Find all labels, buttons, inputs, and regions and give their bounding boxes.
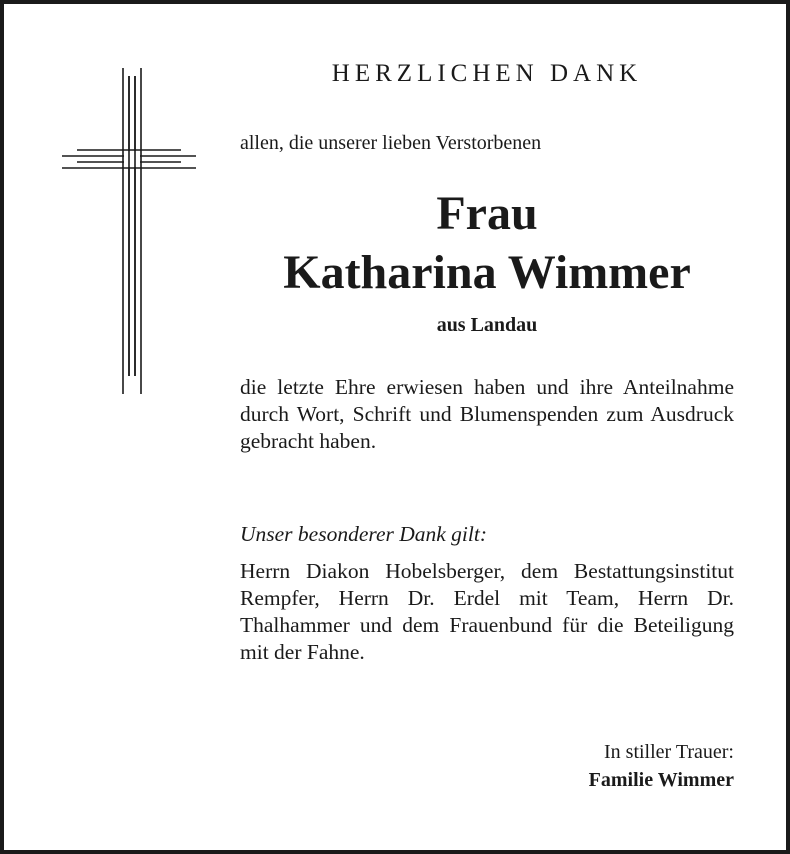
- family-signature: Familie Wimmer: [588, 769, 734, 791]
- deceased-name: Katharina Wimmer: [283, 246, 691, 299]
- special-thanks-heading: Unser besonderer Dank gilt:: [240, 522, 488, 546]
- acknowledgement-paragraph: die letzte Ehre erwiesen haben und ihre Anteilnahme durch Wort, Schrift und Blumenspenden zum Ausdruck gebracht haben.: [240, 375, 734, 453]
- deceased-origin: aus Landau: [436, 314, 538, 336]
- deceased-title: Frau: [436, 187, 538, 240]
- special-thanks-paragraph: Herrn Diakon Hobelsberger, dem Bestattungsinstitut Rempfer, Herrn Dr. Erdel mit Team, Herrn Dr. Thalhammer und dem Frauenbund für die Beteiligung mit der Fahne.: [240, 559, 734, 664]
- cross-icon: [59, 64, 199, 404]
- intro-text: allen, die unserer lieben Verstorbenen: [240, 132, 542, 154]
- signoff-text: In stiller Trauer:: [604, 741, 734, 763]
- notice-heading: HERZLICHEN DANK: [331, 60, 643, 87]
